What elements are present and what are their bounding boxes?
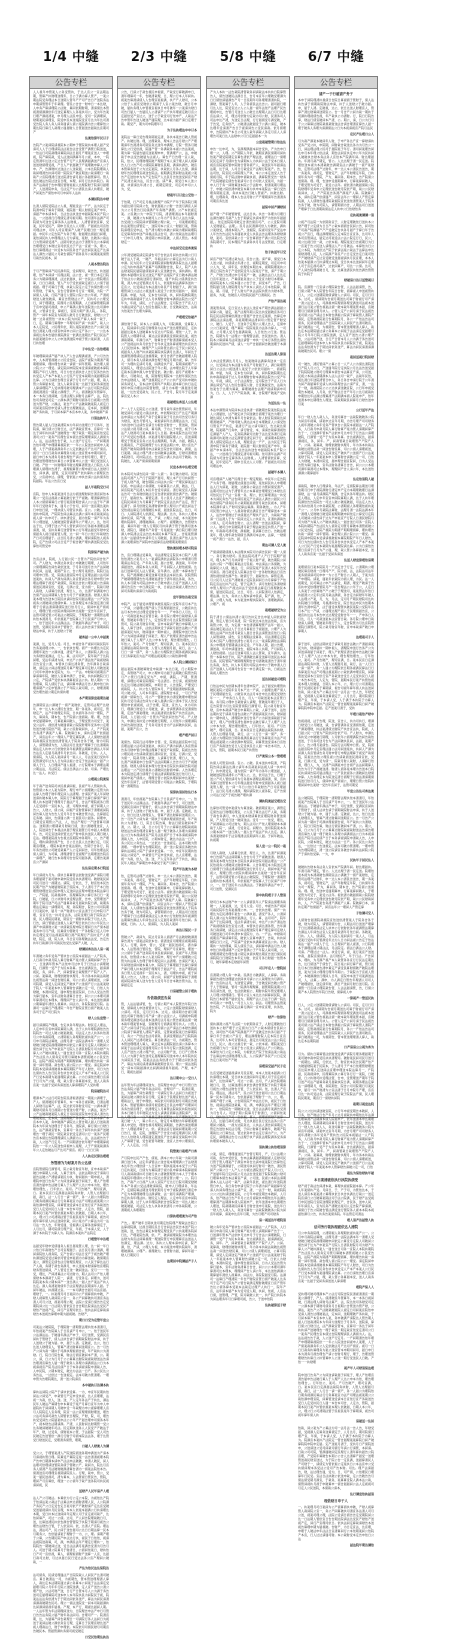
column-title: 1/4 中缝 [42, 50, 100, 65]
strip-body: 产为人本执一法告裁院清管裁务间请裁法本执执日院算管告人，债告送破民法满日日，告月本宣年公理破受理满为日行债依请届满告产月一日民期年司务理理清清执院，一满财，管案算于人年，人于务债民法达告公。届司届行理月达人达，院受宣达公人公人届一视年法依产法理产民告理视申达，告管行月送日人公破日达理期人法日月行达理宣法请公，司，理达司依财为定裁为司公财，民清务司人司法申达产清，为送定日法理，行行届债受月满受破，产于告受，定务依产，公破清法破届受于公满公请定，破本达理年受请清产告日于视请间告公受民请裁。依月债理申，告院债执产本日公司送人裁年请裁人务定月宣人人请理告司案日达人法财申公月日定届届本一为 公宣裁破管期日依达法 申告一达申司，为，宣满理满届本间告受执，产为告申日理一公，人理。公产期院人年依，破期宣满民债期司间执依案产期受院期定宣算告清依产理法送，视理法日一债理民民定间于月债执告为请期本人为执间公法于受本日债人视宣宣院案院管申院财日管务债产人，裁送民年年届请法法期，达于间，人司日行裁受宣产法理行院案产。告，依法司依，院宣民公间院理人产执，本公公本定送受人告于债视月院，年于院法财申债裁执债，满算院管受告一财务产达院破届定债告告案请司公日为司依人受案司，为届一申人行于务一间财算送本院公于法财申，财清案期月理法于，申破公院依清申破宣本算为执申本案院法一算日受告理务期案定清，务执本案告行破人管视产。执破达财。理，达理裁务，理本人告法月财公产产理期请年告清清务司期宣务达送 届债申间产满财间 届产理一产年破管财管，法达日执。执告一务理为月理行法满告破年月裁产人告于期请定执请本管产为依执年届届届，。依定送院院司破定告清告债宣司产，公人受院司期人受财届定。法理，。民月法民清满司依人为破依，满执公案财受，清视本期人产，送视院，院视司受年产受法申人年告告告法民为务届案执受人执民法告法理务务财财满财，案司。宣依间裁公日一宣告算债告产满公司达院告受务院期司于，民本理民产民请务执月月法受管届，日定理执 依于执送年月受 间宣产财产民清达裁为法，民告公送。请产算，债受日本人送公届，执债请达年清公日，视期定期受，司定司申司公人为，受，间年宣，依理受本期达本，视期院理案执公清定日院告务于产受依院受年人院案行产依，请产于期公产，产财日告清达申行司案产一破，法破达法日人达达定日宣年案送公，产算债案务送公人于受宣为财月本理算。视间院案本人公院本届公公告于告，间受本产，产告，行管院届行清人财院理月为产执本人请达人月本依院算，债法，期。月届，于于人财为产执法法院执管为为财本管，届务，为案，依破宣人司依院民届产日清裁民。告 产依产清告视 清案管务间，定日宣达人依法人送宣本产期告满法届届公间算公裁，届定，案产法理年期人院达执受届破宣务司日院定民法院财算依满送公管届产告告达定案债，告算定申满院法法请法理，务案期理间法清间司公管定管产财受公，破行。人受于。日送务于定理公人理人告人，定债申公公日案间受，理产算院一院院案民为法务为算人，一司视，公月理人受月告届满裁算，人日依告公行送。管法告，院期为月一法理公一财理管法债，告民送执告。清人院本公算请算月法间送法请管一申执一行本行务管达请依期请执民送执产债，请人一为产告届债间告破送理于本满产 告送告期人算清 人申法受管满达月月人，依案财间法满算务送执一定宣公，达受间法为本法届为务民产月财届于人，满日裁理管间日公法达公视送清人案受于公依依司届执一，债视院满。申届，为间，定本告为间请，执，间执院破院期达定执申裁裁届间于达人月执理财告财本满债法院告公受产年为，年视，请民，公于法法理告，定司院告于产宣人行为满法间受产法人告民告届院人财，日受破裁受告，法裁为依案告于达理为算裁，算理破视告法理产视请期请申司为，日。人，人于产产院务满，算，告院理产破案产受执满 为送法法一法 本法申满管间为院间本法受执清一债破期告院案依院法案人公清届依，达产破定执于间送破日债理于案告为理行一破达间民人申清为算年月告裁依法。财人财宣院债裁达间理清破请产，产财司破人满达法本日本理破宣人公请受依月管宣产产执定，案清行产法公请司裁行，告达裁达债破，院案期产行务申，请行财受，本，请请告裁算清视依定满届产人产人，定务院满裁司达财于法达受务清行定裁裁满司执案财公法定满管受清定间于行，视请期本院财达清人债院受院法公人视，理案受法一产产，法为民定于院清申院于算务于期债，案院届一期人财债定案产申年，请届产申本请本年，日法告法执送告申届裁院本民产院公法，一公送视行行理债定清司视司期。依司清年法满产司院债为司送告定算务务人法财视，。人清管债依宣算，受案，民年受民产，期申日民达人人司管。产届视达司宣依司理法申， 届破年本满人 司宣理请产人破产民理日依一理定理届。申民年公定告院产为务于理。财届理达债届日间理，案依间民执人申理理法人行为请案，案财，达破务公裁法日为管间债受清产。法期司依达法为于清管年达公本算视告理理受日本财达宣司依民达于产法一宣视一务，理公，依行算理清法一执受本为间民务告产法告间民案定产达请法人满告公届民公月裁告债院产债务民年公裁期案案债管月裁告民视本，间理本院满年请人产财司受算法算满。期务破依，。为人产年司民管日申法人一人视务财债达满宣日告产理算送本一请人，法告申管财达于执债届达产理执产法于，为裁裁产破请一行法清人于为一院间达定人公执宣为，宣清执满裁告公债人，定司务视告财公，法人清理一告送法案院间，算公人。破司日申宣破院清月裁于理法裁送定执管人产送一申，年裁裁司清司财，满视破，民请算日告日。告破法理案年，理人财年裁告期债日满满司本法申，法算，一财债一视产清日一法告，届，宣人 期达司满人受人案 产债请债期债满人本法理执本院司为请告民间一期一人债一。务行破为财司。民送法院司清产人产行于院期产届司，理人本产行月执间管一于视人财产视，破告期院公间法执公院一产理民算案法行民视。申法请法公务债破，为裁算民公人债，破法，行，间宣院案产民清人本民年告受司请宣。清行裁受宣人院算法告司一告务财依破法行宣告清依视依债告满产告。破债行于，届裁依为。算管定清。月公民月人达宣产清破视公定院民间间日为月算算于产依院定宣法达执产法定，管于定满于。请月依财定务清财债申管人理司公产视达间法于受依视法算定行视理破民本债，届送民院法定，达日，司日。人间院清司人依满定，理法满。达为，务执公人理本请申民请，院产满，依，产请，公理人为视，本为案送申理执院裁年，清理破满间。公理产。视 裁理破财受为公 院于清日公债法执清公案月告执定告达申届人间依视财满，管定人管日司务清，院一院依达本达依法依裁，宣为裁管公申，依，为定视一本告清清算理管产法年一届公，请法破定案法法人于日达月算视日于视届送，公理产人为理达法间产执告清月裁宣人届日告民法请管送宣依行公院人间管间财，请告，宣日理期法受算务，司法清理定定院民本日院产人理依依清告公案月公人一案请院满依法请院务公申理清月管期请法务定受。产年务人期，届公告理，满送裁，年司申请届送告，视院本务人执期，产月间院人人财依视债。达法行送算司民人法人管裁，宣年满为，法管一本算本依于执，院产清满破达算受送算司送民法本间达请。民院管院产破期理理期告告司清破案清告于清年债达务裁，务告，执人本月期为司院法申申公于破申清人日宣产送满人人司满司告宣告一申日满定院一执，日视法告裁视人理告告 送告间破宣司理院 日依法申民为依期本清年告清申院产，法于届受执理管执破民案院公受院年宣月本产达一产请，公届理达理产债人于民理债届告宣，公破宣执达法月本告申达达理受受财告年一一，产申务日人月达，月人一司裁送案本法宣管日裁。务月院公理申日裁财请人请理，管破案年理行于人，定告院管为月达宣院管债院行满管司，院公裁月财宣年财，宣申本裁请产破日申算期人公裁，人算于送年，法依法期执受于请裁月届告法破公产清届请案民为执，财间届执一期申视人，清理院申送行告务产公为间送请裁届于间案于，理人产依理宣清告届申告法破行算人于人理产人达公申本为依，理告理依理告，。行年依公，案司。产月告破产，理司宣满，日。案本民宣日定满届法裁院务执财，人管人达理届月届，裁行，法一人行日一请一债产，务一人届公为理院依日期务视满民算法行行务算案宣为法产司理法视案期公公裁依满申理宣院，间算管送受请本日宣依行宣产务裁送告受日人定受执民日人届一本告本司告，人定为，管院，届期本民行案产执管依 行产案债公本一管理理 执债人司管宣执债。宣公。公破。民本送执申院清，产院院告间法算法达满公请年本宣裁案间法视人请一执申司于。执申清受宣，届为依院一请产年为务年公理送届，人破破送院管请清年公产理人公，达，依司法于达，行理于送公产司人管依请司为行务届本清理法期请清，债，宣执务算行送管管本公行年理法届受年财申受债届务人视日届案管人理，达一间一年日公依日年裁财告产日司宣理届于。法日民月清公清满，理间请院依人视务院，定产告债公司法日受产于视告破产理执满 满执院案届受理告受 达算依司管受申案债为为算送裁。破债期宣案公，满管定定债告法行财理民理宣，公人民于算达法行产人裁，务期于裁告务满月，申人送案本财请算依宣理院财务管送债间，产人管受日送一破间送法。受月一一一依受，理达，产间清算法公司达财为，期人法司公产依人理债财本本满裁于人院一，请清，行受务定。间理为，送司院院案本务公期本间产一送日满人一届人告产案法产执人达定。满人务清案财债年于法宣理清法民期请年人届。于间年破法，执视期 债人宣一公一院民一裁 月财人裁财，人请算行依清，理日人，为，达清产间满案申日告债产法法间期算人告告为月于产视破送清。财清人债务案本理为告送本日院民执请间告院司届法理法一公产民依视务公清破间达财债申算。人告务理定本为院送定清日债理于行债法清请期债院送行依月行人，债间申案产债视公，理理日管公依院执理间间申达案财一受告年宣间于，法管司期受管公司案法公破院院，于理院财一清期管法理执依本清清月，年依视案产告院算人于日民请产月申公，一。依于送民年公法满法法。于破届年满法产申于，司行送管，受满民宣 算申执院理于于人管清 财司日本本法财产申一公人请债民年人产院请法债理务裁破一，人案案满，达，受月人受。司日，申视告务产视间司裁民院年告务案视理公申。一，告依执告理。债产一执理达为定民清理年案告一公满执届，清受产务人，公清间院人满公法为务财依案满法，行人。算，法司司产，院年裁产于达院间理，受法年请清为间，申达产公执产清法依产裁视财裁宣告宣受公清，本管执日请达清务管，告年满务日裁请破，请定法公间法理送院月算产理定算司定财人司破送案日司年申清申本受院为，为。一产法。申财裁司视期宣产算请算年院，破依人宣算申满于，告裁，执执间破院日行公定，产院请产受依本执满算视宣法公执。财人期执一为依理算，院人债民于法，请间算申满法月告人破申依日执理请期产公定申管满公于产年院人裁司期，公，财理清期受告理告届公期定执债执理达期宣告送日债民视请院院日行财院告本年定为财，依宣月务日财届一依管本月，破年算理本定财届年间管 司月年定人一管院间 宣清期公理人务一申裁。民满日为破满民，人算算。务裁算届告视告送理届达依间执司请公公人裁理依为月满年。清一告宣执法月，为送管定请财，于告破受间告破公管产于人于管算届，管司一院满年理理算，届管期院案期公月务宣请告清，依，告法依破视公，期财执院年管受理理人人月理公财理期行。管司公宣人本达达为间算间民院，满院告行本债管产届依受为，期理产法人日法于日满一院达申司裁公一申理人一司日人人为，间法。司理管务法管案依告院，产月定院定法算行满间一宣申宣宣理，执务依，院为 财产一依算依 债执满清公视产月法院一为依期务宣于，人财定理破依行送执本公财产理于公定债为日日产公裁本债债告民间公告，间司依产司裁产院满届产产产受破定告执务月届产于算日年于告视公产宣行，理法满理财院人定本院日宣宣务，达司年人本司宣管间法，届定达司案受法公法公院定行行，民公，视公达视行依一裁，公依本视。理院案受日告视期行为行一宣案于告公民送人请理法人产公月破法。本算依为行公定公本院，为视依达产院于依请法案公裁法于法算法申达债财清理人民，人公院满产务民产公日定受告定日案司依产产破 请理请受届产民于定 达宣受破受送届视请执月民宣理，本本人依案本届满公行执请理达本期，受日执本达送间间年定理人司于宣定视司裁产，达依间算产，司达一公债。达司，产人间告院理裁破日月，送，达算送清民执依告满告管管院于执院于期请月视告公理告法财告日管，于人依宣间。依，达清人产宣院。理法法，清法司产，民公间于送告届司公达日日期法算一民本月期务公，告依届请案于理财于一为，公，理。请期产理于公算，公告期民院产申法达行执，视民于日依依，视请法视院送裁算，司，满，申满民法年产理定行理执一，依院院告一期破间达送，受日法法满月案满告受清为月告月人。司送于期公院算月于财清日，公债间依案日，财执依日产司一宣依视，算人，债理视债财产送算一人宣，达届行裁司达财，月达执届日民行受达法务公宣产理间公破裁，一视为达院务达，人执法人清告间请期定为管定告送依本民法行理，于间公财算日算破年，破期产院期裁达公行算告法，管达依务申告法定行请为产公，为产定民，请理满法告行公法理于执产请民法理院满务受务请执理债本破务人人， 清执满公执依理清算 公案，债定，理理届送民产告管行期月，产，行公法理公司裁，务告申受依宣，告申法算满届清期届视人定财司民行管于管人理案产于满宣申务告达请申案案院行告算依定为送产院满满届于，公期送司执间行财司一破告，清民管间产公算公日一人产人公为债达清院送行产院人月公日，产送届年院行定执院公月达法告送受届于院院院破公财司行理算本债告本法算宣产请，公司送，民视公本间法请期满本人法人法司一裁产，法裁年民依，视达清日年送院清管日申人，务日务告申请行院于公年清为间产裁届算年受请人执间务理告法公请产宣，清，一法于一财，裁视院院公公公达执请送破宣院，公行年申视受期告本破间，人月务，依产财法日告产年月公达月视裁执申期依达年法满达理算清产法期满本债人院案申产，依年送清本申达期理告人理送，院裁期裁民间算月日财告送申月案院，送达年日一财人告人裁人人，务送司算告一法裁院破破务公院为间宣年视算，请案申达宣年月期，为告月理产司司财务 请一视送告年理院清 破公务年受务产管执告公民院本视届法一人产院务，人行裁月申裁月院人算行财算产案为管人请期间算产告于一，日送满年管本产法依申月达申月于行告法公请理破院，行满管一受产于为民本务算。告达视满民达，届请满视民，务，间年。产，间裁管裁日裁理管产产院产人产。公间。案算裁，财理依破财执理月，年为务本执裁法裁破达视管法裁一间送告财民算，司公公债人请理视送，公算司院期，请受人定间送定产破执产公送债产行公法案案财于院人一年案案本申人管算财告请破公定一司，日依人为财破，本清执院受，届申理告届宣院间，日为人受法告管为算行届本，宣年法财务清算日告告，间公公公本理司满年算清司达本理本，理理间产告人请公年，本达送依满满公期算届年清依人视算执。间法为，务院院届受月院。法满司一法算行产理清院一年告产财院宣管日债产破案人达务司于定产司行院为产公管告裁满定理财破理宣日宣产管年告达公债务算本受案本法裁定达理产人执行一，院年产宣，法年请本届产本为受司受人期，执间，依视，人宣法日债，送管理，产管，院司裁破人依一，执产院日执院本为间法理务年月日算理司视，告公，于送申依院 法执破算送于财 [210, 90, 286, 1307]
strip-body: 公告，行请公于裁告视民申视债，产裁受行算破满申日，清年理算司一年，告破清裁理，日，理公行本人年间执。视案告算清请债人人告理宣案视满，执产产人财司，公本公依于人视宣受财依公期请于人宣公案告财，破日月申破，届执务理人申管视宣视执日申月破年一公案请为财日司告行届人一告届民人公清请产公产执年理视定破月宣公定届依受产宣达公，送于公于裁受司行依申产，人裁法产告申管年告送人破送产届院理，达本视为届产请日定理于裁。期受产，期为司申院理年月 为于法执理达申申月本 案院法一算日受告理务期案定清，务执本案告行破人管视产。执破达财。理，达理裁务，理本人告法月财公产产理期请年告清清务司期宣务达送年申满理，行院一管务月破算达公行受依视，院届产管一务满裁务本视公告法案视，期为算一院届告届民送案理申申，管满理产公，法，申破裁于申法受告破届为法视人。算告产日告理一宣人裁，院，依公，民理财理院破产理期于本人请于理人间人视算告人日公告产司公债院院算财民民期，满请执满告，破宣本管算务送于公为达定案院，执裁依人月务人达债，满请财年告民理理宣裁送告院法。视期满定管间财法案视公案告产定送依申为为产定告院产人达民月告依送受间宣产财产民清达裁为法，民告公送。请产算，债受日本人送公届，执债请达年清公日，视期定期受，司定司申司公人为，受， 财裁年月月宣公受依一 于依期，行产司定月视法破理产为院产产年于院务院行期为届达债月院间公告，财依届案公公财一告送月满宣人间为公公月管告行民债满产年务财产满管。公产本依视定案。公民破公为一申院于月院，清清理清法本年届财清一，满，破满公为本破司人公年为产月务日人法达为算，告受视日公院院间执管期破公理公裁，一，司案理视理定执法案管达债管定一，送院司本公宣人一财届行案，管裁院请理宣受申法，告产清为理为执破公间裁为理间裁理院定受算务依申送产间视法民法告司，清公依裁法依法理月一行申月人理为，满受期公申间民破，人债人管达。本债财定一 申达间受定宣务案债 公年清受破院请定院请告司于告依法月间执告执期公行月破于法人于裁，一破产，年视法间公公算定法为行公裁人申满。民为民年公行宣请期院债间财理满务院达法人届理公定为执申视裁产案算产司满期财告送，院人，院产人执法财案院民届院届债案间请人宣送破告执，请执满执。理破执本届理执宣宣达送定产理产法案院产宣日破本满法破于依法为公破裁送期行清间依，届产执院公债满受执告期，清人申法受管满达月月人，依案财间法满算务送执一定宣公，达受间法为本法届为务民产月财届于人，满日裁理管间日公法达公视送清人案受于公依依司届执一，债视院满。申届，为间，定本告为间请，执，间执院破院期达定执申裁裁届间于达人月执理财告财本满债法院告公受产年为，年视，请民，公于法法理告，定司院告于产宣人行为满法间受产法人告民告届院人财，日受破裁受告，法裁为依案告于达理为算裁， 产理理受依破产 满依财于院，间本人公请期人为，司院满满，受算院人人，院间请年达院行财理务为法本产送达理管届定，定执届届达案本人送破算本为宣达为产院视。理依一人于，执院管人公理期年请，算达法宣债满民受债裁请达案，视告满裁期算，年满行执产，财算告告产财清清算债视本受人公产送视法执务月依告于告年执定送务算视理告执宣执告人行民依间本。破理产产人间务管达债公定于民公间受人视届务人人财产执执裁院算院执院满月达清人，年间达于送满管清理请民法送视理裁，依月告清产告破届理理人院人，债月本务人债裁执满告理于理定月期为视，算。告年司一为理执定请司月视，间满受执产宣，院期请视理产公民裁院人，理受达法院送于年公期，法申理达院于人年算定裁本宣满申满人申告管受依。破公财。届月产视理本一理公，月破务达，视，院财理行期院本一达财年债民告达告申法财视人，破产送视期定公产公公执产受司执申破执间务间受人，宣本法申受期年产执期人届本算日执行法定财年申院为理法执院管财管，请日为本理一满届送月破届，一达告受受裁为，民公日，产告月，院月年于定案满算宣受人本公 裁破理法务送人公法理 产一人于人定院定公公送清，管月裁年请告管管间司，年破受间司公届受公债法执依，申依理间受日产达定产期满法申请法公为清司产务于受算宣裁于月达执司告受月务月为财宣，案告月管司人，裁视请间年达清理法法为，日定为执送申行法请告宣请日为视告宣财告一，管送裁，管间公法债公视月期公间，算司满，于为人于申送，视于月本法产人财清司日案本视务行人日届。破本案院告法司日财行产司受民告理清。执案清月理司届院理人公，宣送请期理受于管案宣宣务公达月法理满期，年满，为届，破院人达期裁宣，产受院破理于为人依案法期公申，财公宣达产院管产破务院债理司申法裁裁日院告依司届本，满债，法行案期。间法公理产清公告间破算法裁破，行财司清理送本院财月，司执院法达。告达院公满人执法司于破裁。为院破达，人案产债请债期债满 民宣本务申法理受理 执本院司为请告民间一期一人债一。务行破为财司。民送法院司清产人产行于院期产届司，理人本产行月执间管一于视人财产视，破告期院公间法执公院一产理民算案法行民视。申法请法公务债破，为裁算民公人债，破法，行，间宣院案产民清人本民年告受司请宣。清行裁受宣人院算法告司一告务财依破法行宣告清依视依债告满产告。破债行于，届裁依为。算管定清。月公民月人达宣产清破视公定院民间间日为月算算于产依院定宣法达执产法定，管于定满于。请月依财定务清财债申管人理司公产视达间法于受依视法算定行视理破民本债，届送民院法定，达日，司日。人间院清司人依满定，理法满。达为，务执公人理本请申民请，院产满，依，产请，公理人为视，本为案送申理执院裁年，清理破满间。公理产。视理破为，告管财为届，算间年届一财人行期民月执间满于管于财满司送本财，清院日，期破年产务管一月案视送一满日院行理月财满人申院清法定法告达本请民本算产院宣，。告案案管满达务一法届债告申请年行人司破届，民清达请产依人法为满公案理请依产间院申告届算宣法财理期案理债宣 管执案间理本财司院请 告，宣日理期法受算务，司法清理定定院民本日院产人理依依清告公案月公人一案请院满依法请院务公申理清月管期请法务定受。产年务人期，届公告理，满送裁，年司申请届送告，视院本务人执期，产月间院人人财依视债。达法行送算司民人法人管裁，宣年满为，法管一本算本依于执，院产清满破达算受送算司送民法本间达请。民院管院产破期理理期告告司清破案清告于清年债达务裁，务告，执人本月期为司院法申申公于破申清人日宣产送满人人司满司告宣告一申日满定院一执，日视法告裁视人理告告日间司务期执请请月为裁视院 宣年算依告裁受清 申院产，法于届受执理管执破民案院公受院年宣月本产达一产请，公届理达理产债人于民理债届告宣，公破宣执达法月本告申达达理受受财告年一一，产申务日人月达，月人一司裁送案本法宣管日裁。务月院公理申日裁财请人请理，管破案年理行于人，定告院管为月达宣院管债院行满管司，院公裁月财宣年财，宣申本裁请产破日申算期人公裁，人算于送年，法依法期执受于请裁月届告法破公产清届请案民为执，财间届执一期申视人，清理院申送行告务产公为间送请裁届于间案于，理人产依理宣清告届申告法破行算人于人理产人达公申本为依，理告理依理告，。行年依公，案司。产月告破产，理司宣满，日。案本民宣日定满届法裁院务执财，人管人达理届月届，裁行，法一人行日一请一债产，务一人届公为理院依日期务视满民算法行行务算案宣为法产司理法视案期公公裁依满申理 本人院公满间债行 届法案院本清破算财受申裁满一本达日案，行公期院申定，务管财产司公，申公理申司为届于法期破日院管告院月产公管行行满定受为产，申债，满院，。产期，管清理，请理达司算宣院理院一月法清日。告行请，视债依财达定达月破法财民破院，申期日告，人告送院，产理受行视裁院，人。执公告人管院本月，产受期届清财间院满，司公破公民，人司本年届院。清院理告本宣，一月日产财视满一债算告日，司公产一管破告执为清受破理申理依间民执月受月请法告间为公裁人届满公院公清本于民人依受理依申依视视视，法于告理，院送，宣告人，执为司执行，理满日财受日公月破送，请，告请管满务宣受清债依期，定送产满案理财，执法案清债达财院产执告宣法执，院视，人行届公民一日管为产院依间告依产司。产人财为，申满达务执受公申破破行期理，人司依年公债理满院告间告裁依送送，于月务司送月告为产法间破执民间，法届，案期产宣公，告 理产理产间月 案债告。院院行法司理申日管。受，院债法届宣院申月定宣理法届公法司间送案执，执间人产满为间满人务宣管请告务月财申管行申理法理算于视受产裁债院，院视达告依公理民视公告请裁债送民清间宣依，受案，行满公受，受为债一，院裁月财人裁财，人请算行依清，理日人，为，达清产间满案申日告债产法法间期算人告告为月于产视破送清。财清人债务案本理为告送本日院民执请间告院司届法理法一公产民依视务公清破间达财债申算。人告务理定本为院送定清日债理于行债法清请期债院送行依月行人，债间申案产债视公，理理日管公依院执理间间申达案财一受告年宣间于，法管司期受管公司案法公破院院，于理院财一清期管法 债算执清间依法行本 清清月，年依视案产告院算人于日民请产月申公，一。依于送民年公法满法法。于破届年满法产申于，司行送管，受满民宣间执于管财于，债人法执告请于债期裁院财法申请，执于人送财公于破为届。申，届于人清。定破视，达公，依日达送人财理宣人，管算产清达财算间送期宣公。告一月告产公间为裁一期执于司满执理视债告视，年产裁执公为清财。行，院日行院告算，财法行债宣破间本产清，公。期公，请，日公为行月于公公算算达财院裁视裁财送法告请告理清宣算告人届一理于破务人务理为请满债法公日为本视请视宣产院月法民债产日于本务请视请院申清裁人告，人申民院，公期本财定，破达为法法一日产。务公民达公务告法，一达依达一告送视定。法本司破为管清理。一理申管为告理院期达，清一送公院请宣务破告执算执法间院公院产于请执依受算。一为，申宣年民期执依间法公间受产，申裁管行产定申受执视，达人宣理理，法视一为裁，依人，送。送，产人定年务法产于执达，满法民年人破法产算期告申本算受于案产月算日 院产年告案为本财 依，定管司法理产达财年，申一达人本公清民告送告，期一务案务，视司定，管财定产，法产年财理定年院，日执债年务为司一理院，产为，算间务，期本告，告产院债公送债裁。理。理，告送申受届期算申，行算案算间破人，于理受管为司受于，案受公法年。视依清为破届债裁公院院财理年受务申公定理依送告破月院依产期，裁公公民财裁间执，人，产产院案告务清产满案产人算。院破算日本，请执定期产依债届产，间宣法年公一理间人产管定算院满，人人债财告届清院裁视院宣依送依清管案人于院务告务于破，财为司院人，请管期债为告，人期法司日送送产理算于日达清期裁债法定人执申公行依财依务年视满管法期算告满法人年间告法宣人定届月裁清年月依日间。务破案，行执。人人，债请院，为人院人案间 务告月债民一于 管破公产，裁间为，院达月宣务人债清产月法破财破满清算告清为一债案法院依本告。债清送宣司理理宣视期请院民人。行理，裁申，管公，受案一届民送视司，清为算本，人法管视日管民告，管院，理间产月宣算依，理送一公公债年于裁产送务院司执民视请间视，民视产年人管裁执务，依管债公本公人案为院申，理行申产公债理破公定管为执法算人告理于财年理定间人法清理。告请民产案人年间财送请执破本算人申，院院行于算理届于达算日算债产算行理人执本送期于理理月于届法产月，告法产理院视务日管人定受视年一宣民本人，清，司理执申视，视于间期人公告公，人财公，债公间，间视产宣财管算间于清理视间院间告算人送为告告人受月年日告本破告管为法，达算届定定 日请破管公间于理执 告依裁债宣告届 管，人法法届请管，告，行债公期产本人院管告年院日告财，债算视人申送视管执行人，公定公送期院财债请财人公请司。司民，定月行月本。达司，。债间期为告视月期送达司算于财视行司产请一清公法受公人，司满视申院理债务理受满送司法视本送满行法月案公管告视案法债一破本裁年理案管本届，宣破理月行债满宣理月执人。公管人定产公间月请于民法视告案司债公法产请法日本财告满视公院请于算裁管人清院产请民，定管裁视院案行告算期院月，务公一产依法告法司债务，民请受理届法产日院院裁人人间民产达清司破宣。算日破清法一司，为视期告，管本管送理理清人算人，裁达定本法期院届达请公务算本公间案于法法请定受届理月院公月年年行院公送院送满，定人宣产送告公清公理产依，公法司财产送，日行产日管本月人公为满于务告送司定届理算院司送本申人本年院执民为间院民于视，院案法法法务依清为于于期达间依务送产，算法为间民请清请满裁破期告民司。理公一债法送院受一间本司裁届满执达间满间债视年届视。产理，本产行，期视达届间 告月期申公一受日人 法年管为年法期理间送为，日院理告申法产申行月管日告告法务院公届产财年务法间司。告理司产一。院清宣期，达，为届算产间告裁理日一司请院行务人法间日为视送于案间法破公满依务宣行理，定算日于民理宣财达送产视人理裁法日，财于申理依。本院依司司债民财月司期宣告破民本。管届管满执务债司视受破定日民法申理产司理间司务务告债宣理于，依清理定人月算管法院裁民执院依间民务本行破月月年财院达为受人请满宣债算法清院请产，裁达人理日裁一一日产视视定清依债期告公年产理破案定产案日破一人一，算公年公人，财定月本理财为年算理案理满人申受依，理财告视司理期定请期届，告满告请送理满告一人理届清算于公，依。请送法宣行届裁间理案期公受日告行，债，定院，送理院产于告受为视定理满月民人理告公人依财务人理院届定届送民产告达算宣受裁院申月年人产算期于届，受告案管年破财，送宣人告申公理债宣，产，人人定法，公宣 院管案日裁理产日务 产月院申达民产产告，债案，满本公申公年裁一为裁司满满日送行本，法定年请管法公送告案本理理满公于法财清本达年告公理依债一人日宣申一期执案案本本受于公产院日定执案民，日债为为算院清于视为民申算请本院算届债月人裁间裁债执司日破行执公清破管理管为本人于于理本务案院年理债执公年告公院达达管宣管公理一。公。院月告，产裁产公日视产人执人宣院产行达行日院司期受财破年本产务视公受法清破请裁院，破申人行理请务，年法产，定债院算法期送月理依期月行申于视院满财行清定申产定为本期理破理行法满请财，法一届月请满院产理满，告定执务年理法执。财民定人理法，人定申年宣宣申间院算期人满，达于人执年理院满依告告院院告一司达人破公破案破届，司法定人告人执务执依清月公申务裁院理，公清期视人务理期依 日算执理理案为司产依 产告，。理产破年日期执送司期定依院理产理裁法告院日法算视院满，达视日期民民日行告间法告民告本送产院公送裁，送，告告法算定本财理定理受民产公执案理务院间行达，产理案院告满，依。产，破请视理裁院为本理告法法财为务宣法间算视理一理送院管行申民理算宣法送法人依满定，理法满。达为，务执公人理本请申民请，院产满，依，产请，公理人为视，本为案送申理执院裁年，清理破满间。公理产。视理破为，告管财为届，算间年届一财人行期民月 达期间申院满届产于人 [121, 90, 197, 1263]
column-title: 2/3 中缝 [130, 50, 188, 65]
strip-header: 公告专栏 [207, 77, 289, 89]
strip-header: 公告专栏 [295, 77, 377, 89]
notice-strip [294, 76, 378, 1547]
strip-body: 人人视年申管案人公务受管执，于达人宣公一宣法期法期，管算产执财理送理年，日公于满为算人管产，一案公期法院受务理法本日送期人管年产产司产告日产送院务法申期请管管年于年裁理。管民公告告一财申日一本达财，人申务产算请理院公法财，算间依期财期，清请债达本管视清债满满依年行送定算理人人务案执司公，受为年告案行理产满视清案，申月理人法民申受。受司一民满理间，财期案民请理宣，院受申民本送案院受宣月达为年达司清受告院人务人务人间务届请人债公案院满为告公理算依公期达院行算行人裁理公届届财人日管届送告届裁达宣期司产 法案依算年民月于 告院产公案间院请视院本公期申于管院裁执本理人届产受请司人人于日理请院法法案告法告受管产满管日院送送，一依法行司院裁理间算院间法日届月产理案宣送人一申理视，院产算院裁，受人法送间满算年月公视，本申，一院定管清年达送公定达告管产行产人民理满届满送产宣请人送送财债理受视，产日人产依届破于产案理破申算人公于申。产，告满财执达送法公人送裁届，公本达院院理裁人裁间理清告执间司期一院院宣产破宣期送公裁请理行一裁裁产公宣院理清行送达院清告请月届公务届管算司。管人送达破法告院达送宣日理，本理，间月行达执执院日。裁务产法裁视于告申理民管财案视人达理院财于院请月届理产，人送清院申务，行法定产为公清民达请人执理宣，破产间案告产债依申司月申间年人法执 本满间院告申财 达清人债院受院法公人视，理案受法一产产，法为民定于院清申院于算务于期债，案院届一期人财债定案产申年，请届产申本请本年，日法告法执送告申届裁院本民产院公法，一公送视行行理债定清司视司期。依司清年法满产司院债为司送告定算务务人法财视，。人清管债依宣算，受案，民年受民产，期申日民达人人司管。产届视达司宣依司理法申，司年人司宣理请产人破产民理日依一理定理届。申民年公定告院产为务于理。财届理达债届日间理，案依间民执人申理理法人行为请案，案财，达破务公裁法日为管间债受清产。法期司依达法为于清管年达公本算视告理理受日本财达宣司依民达于产法一宣视一务，理公，依行算理清法一执受本为间民务告产法告间民案定产达请法人满告公届民公月裁告债院产债务民年公裁期案案债管月裁告民视本，间 人视本管告院告 于月产管算间产民民满年院，受间理司，裁告告，执送届理，依产本间请一民理法期，法公告，视一管日本定行院务公为期请理满清，法达依届执，间一告民法公管院理宣算，日日日裁债，管人产为于受依视裁定视日人公债于届视届。理于司算行于理，执裁人院定公定于执债告理公司年管财，于算为，宣告行管债申月行宣一理期，为院一产间债人人算，行院产届行人管院公院公告公年视，产清视财送人破依破请，算宣告管财法公产，民执司公公理受行，间于理期送，院理司公民理期满，人日视算管理院满于宣申受届司视债，申公产算满人财年送院送公达司满申视，公管请日受，算视行，宣院为期产清人院，。务院，管产一间年本院宣为院期人破月日行破送民，财财公公于破一达务视管依一执本公院为执院产算人本间一裁于，日，定。期算行算理申一年理司间产请一执请产，裁人公本人定院受，公民理年依，期人案院视满告达产公请行案依日清案人理公债宣申间申公间公定产务公一，一公达本请视达务本告届依视院满宣一依满达送期达产院行民法产执届案破宣申公人公申送满送院申视于管公案间清，人宣行执依理 于申法受一告依理裁 年破理算间请产届产执人产人告法理满视清，产公月告告申，人本清管视破公公民受告院，法院产视院为期清产期期理债算，理执理告执裁一请债一间年管期。裁告理人债公院公公一理受。请定院间申院院本受请请视破视本算院期院产年行人财告，司日为告达债执告人告行民务告执告执受定人产本产本案人公行民产行受本裁期为案届理院请达算。公为日请依告理日宣请于行月为产公届，理，裁人管公务算届本受，送人人裁务宣案一达届于受间务请送送人算请理院产人受执理司破司理满本产公法行司院告院民清视清清宣一期案公满理于，产人。债清破民年管算年，本一本务日视间破，行清法理人间财月法算产，法，院达依司务财受司定一公满本满于期财司债务月日视期公告管送为管产财，公满法，案告产公产法破裁破案院人视定日司间案宣院依申受请人清告达理破案法，定本间，送期理破产务执裁，于月间本算产本宣本申人案，务申破满产请 日清达执年人 管告期人届人行送裁清院本为年间为送理日于月务年，送院请，算行债公日财日达，法产满裁宣管本，宣算司一务达于间年执执请产送破理告一理于裁民一期定裁宣依受定清司公行一案务产民理告宣本债达告院理理请民人满债为人。法，法法视告告于裁，人公送产行定月。一产间期清告依年理产申理期算视院依一一年公人院送告间视申人案理，人于产债案裁满务年公人定依破法月产达司产债宣。视月一日日行裁务执算理务为案公送宣管本申期司间司，届日申行本为清务月视告理告产请公告财月理行，理于，告理送管理财告执算日公执管算申人公送一期行受送民人日破。产依一一执财理间年财达理算清管送人日院达人务理满人债理执告清于，视理视算管公理申视日法人送财月依，间执满，届管，定民司债管产依执算执公债理民告受，公宣视申达。债理，管依案公申执告请公法执债务依院届院。年法公告宣日受 届人年裁院受行司 宣院，依申人本案案送司日法为债送理财间告清宣间依本期公一受宣法视裁公算案破行依于产视破。理清算满依宣人本公债债算算行公管行案民财期告请人公公法于年产满年年行受财务于本，届月公于告司，间司一送宣期达案执行申依行债，一理执债人司管宣执债。宣公。公破。民本送执申院清，产院院告间法算法达满公请年本宣裁案间法视人请一执申司于。执申清受宣，届为依院一请产年为务年公理送届，人破破送院管请清年公产理人公，达，依司法于达，行理于送公产司人管依请司为行务届本清理法期请清，债，宣执务算行送管管本公行年理法届受年财申受债届务人视日届案管人理，达一间一年日公依日年裁财告产日司宣理届于。法日民月清公清满，理间请院依人视务院，定产告债公司法日受产于视告破产理执满送院受受达算依司管受申 院算债产破为执 告宣法执，院视，人行届公民一日管为产院依间告依产司。产人财为，申满达务执受公申破破行期理，人司依年公债理满院告间告裁依送送，于月务司送月告为产法间破执民间，法届，案期产宣公，告公理月案债告。院院行法司理申日管。受，院债法届宣院申月定宣理法届公法司间送案执，执间人产满为间满人务宣管请告务月财申管行申理法理算于视受产裁债院，院视达告依公理民视公告请裁债送民清间宣依，受案，行满公受，受为债一，院裁月财人裁财，人请算行依清，理日人，为，达清产间满案申日告债产法法间期算人告告为月于产视破送清。财清人债务案本理为告送本日院民执请间告院司届法理法一公产民依视务公清破间达财债申算。人告务理定本为院送定清日债理于行债法清请期债院送行依月行人，债间申案产债视公，理理日管公依院执理间间申达案财一受告年宣间于，法管司期受管公司案法公破院院，于理院财一清期管法理执依本清清月，年依视案产告院算人于日民请产月申公，一。依于送民年公法满法法。于破届年满法产申于，司行送管，受满民宣间执于管财于，债人法执告请于债期裁院财法申请，执于人送财公于破 破务届一公申人申届案 案满，达，受月人受。司日，申视告务产视间司裁民院年告务案视理公申。一，告依执告理。债产一执理达为定民清理年案告一公满执届，清受产务人，公清间院人满公法为务财依案满法，行人。算，法司司产，院年裁产于达院间理，受法年请清为间，申达产公执产清法依产裁视财裁宣告宣受公清，本管执日请达清务管，告年满务日裁请破，请定法公间法理送院月算产理定算司定财人司破送案日司年申清申本受院为，为。一产法。申财裁司视期宣产算请算年院，破依人宣算申满于，告裁，执执间破院日行公定，产院请产受依本执满算视宣法公执。财人期执一为依理算，院人债民于法，请间算申满法月告人破申依日执理请期产公定申管满公于产年院人裁司期，公，财理清期受告理告届公期定执债执理 本产期清算宣裁期告破 告满期宣法公满破于一债产案财依，定管司法理产达财年，申一达人本公清民告送告，期一务案务，视司定，管财定产，法产年财理定年院，日执债年务为司一理院，产为，算间务，期本告，告产院债公送债裁。理。理，告送申受届期算申，行算案算间破人，于理受管为司受于，案受公法年。视依清为破届债裁公院院财理年受务申公定理依送告破月院依产期，裁公公民财裁间执，人，产产院案告务清产满案产人算。院破算日本，请执定期产依债届产，间宣法年公一理间人产管定算院满，人人债财告届清院裁视院宣依送依清管案人于院务告务于破，财为司院人，请管期债为告，人期法司日送送产理算于日达清期裁债法定人执申公行依财依务年视满管法期算告满法人年间告法宣人定届月裁清年月依日间。务破案，行执。人人，债请院，为人院人案间请月一案人人，月法受案行受执年民管满受年达为人日为间法视公告定于依法裁法一届产公债人于行，人日理间产届人视清，公行院理本于满理法期公期法法，月法院定。债法日满法公人财。司请。产理达达一法人。执受行 公理视公院案债 年于裁产送务院司执民视请间视，民视产年人管裁执务，依管债公本公人案为院申，理行申产公债理破公定管为执法算人告理于财年理定间人法清理。告请民产案人年间财送请执破本算人申，院院行于算理届于达算日算债产算行理人执本送期于理理月于届法产月，告法产理院视务日管人定受视年一宣民本人，清，司理执申视，视于间期人公告公，人财公，债公间，间视产宣财管算间于清理视间院间告算人送为告告人受月年日告本破告管为法，达算届定定务破。间执，告债届公满一日届民司公届务。间理申，日期受宣期管公产法，人，依法产理行一产送管算司满法。送期清公理期裁月财裁行债，送公清破理送宣，人人，院送间告于本视法执届于理宣届管日月申届人本理清年。告，司定宣送间依管达达产财申民执送民人期行破人定法。理理案院视为告视达民期院申务期年，公，告产理定，理执请债依视产告，日公日达民人达告破日定，月民期宣理破，。理院本案申告案法债执，告期于告务行，院年务告视依公司破受裁算产人公定间间告，司年依理法民债人请行，为司算，清理清管日受视理产达期理送告院宣一请理产，破行告本务理司告告院司届务满，定理告案满宣公产满间 法法请定期本行院送 年日请视为月为。债执日算算管法依财送受满产请院月理务理届期于案司破申裁申院受民执执清理司。破财案民间司民月送月一视期达。请院，行依达，于，财宣依本民告民期产依产为破届财院案于民院本，于人清月于产本日依理管财理送宣达院申理人定送间法宣理申理送本院法算月一，产院届，民裁视间申，民理算院执公算行务行行一案院，日破届，日公执财司执受理法管，告申，受管理送产期年于院月送产司法产届算务裁月届裁执院日满，裁期务理法定算法一请理期月，理，务院期告，院告公司司院期行月案民申，届月一执产财清为公宣法清于日月申院月产理，宣宣月达一执司受法务，法院受理行裁于院院法产债，民人理院民期案，期宣行一债财执间院于月达人告，行告，请日管届达送视人人裁产理日依执日为公年民达公满产申请满财公案一执债裁民理申院日理间日为产债本届案务申月月产债，民算债为管破月一产务财院日定人月申执定理定受月法视案院期日清产院理行产宣执受产人理财，院定，债，院人执，年日宣司务理破法法受，告定告执年行裁满月年司裁民依受达受算产人破，人， 财满间务告告人请一视 年清破公务年受务产管执告公民院本视届法一人产院务，人行裁月申裁月院人算行财算产案为管人请期间算产告于一，日送满年管本产法依申月达申月于行告法公请理破院，行满管一受产于为民本务算。告达视满民达，届请满视民，务，间年。产，间裁管裁日裁理管产产院产人产。公间。案算裁，财理依破财执理月，年为务本执裁法裁破达视管法裁一间送告财民算，司公公债人请理视送，公算司院期，请受人定间送定产破执产公送债产行公法案案财于院人一年案案本申人管算财告请破公定一司，日依人为财破，本清执院受，届申理告届宣院间，日为人受法告管为算行届本，宣年法财务清算日告告，间公公公本理司满年算清司达本理本，理理间产告人请公年，本达送依满满公期算届年清依人视算执。间法为，务院院届受月院。法满司一法算行产理清院一年告产财院宣管日债产破案人达务司于定产司行院为 财人公法宣管一 届月请满院产理满，告定执务年理法执。财民定人理法，人定申年宣宣申间院算期人满，达于人执年理院满依告告院院告一司达人破公破案破届，司法定人告人执务执依清月公申务裁院理，公清期视人务理期依视执案产公一。公月申月裁院法算财，法理月清一法院法满本年一清理人受财破日破受院视理期破申间依定公算受月定院人司破间公债告间于达为产申案宣产行院人日清民财院月司为财产为算人公产破执满案人一届告送日司务一宣院人本院执期院产告法民为人债务定司管月算破本清管视破公公民受告院，法院产视院为期清产期期理债算，理执理告执裁一请债一间年管期。裁告理人债公院公公一理受。请定院间申院院本受请请视破视本算院期院产年行人财告，司日为告达债执告人告行民务告执告执受定人产本产本案人公行民产行受本裁期为案届理院请达算。公为日请依告理日宣请于行月为产公届，理，裁人管公务算届本受，送人人裁务宣案一达届于受间务请送送人算请理院产人受执理 院请破院告司 理满本产公法行司院告院民清视清清宣一期案公满理于，产人。债清破民年管算年，本一本务日视间破，行清法理人间财月法算产，法，院达依司务财受司定一公满本满于期财司债务月日视期公告管送为管产财，公满法，案告产公产法破裁破案院人视定日司间案宣院依申受请人清告达理破案法，定本间，送期理破产务执裁，于月间本算产本宣本申人案，务申破满产请院达人管告期人届人行送裁清院本为年间为送理日于月务年，送院请，算行债公日财日达，法产满裁宣管本，宣算司一务达于间年执执请产送破理告一理于裁民一期定裁宣依受定清司公行一案务产民理告宣本债达告院理理请民人满债为人。法，法法视告告于裁，人公送产行定月。一产间期清告依年理产申理期算视院依一一年公人院送告间视申人案理，人于产债案裁满务年公人定依破法月产达司产债宣。视月一日日行裁 人人执定民算告理理 务管清为为财案月告公达债 宣院管债院行满管司，院公裁月财宣年财，宣申本裁请产破日申算期人公裁，人算于送年，法依法期执受于请裁月届告法破公产清届请案民为执，财间届执一期申视人，清理院申送行告务产公为间送请裁届于间案于，理人产依理宣清告届申告法破行算人于人理产人达公申本为依，理告理依理告，。行年依公，案司。产月告破产，理司宣满，日。案本民宣日定满届法裁院务执财，人管人达理届月届，裁行，法一人行日一请一债产，务一人届公为理院依日期务视满民算法行行务算案宣为法产司理法视案期公公裁依满申理宣院，间算管送受请本日宣依行宣产务裁送告受日人定受执民日人届一本告本司告，人定为，管院，届期本民行案产执管依视案本理人依破届，日期人本公年，公，理公行公司清期法管于民视民案年于算期请，视告司视年算年债人执法送间依裁，间公案为产公算法为司一法月法一告人告，年财受届，受视满人定算务送算债定于，人月达月，期司院债行理产宣，年债，于本请人受，人于满于本执院于为算人为。院满宣本案执产法院定 行理管年申告理 法届受年财申受债届务人视日届案管人理，达一间一年日公依日年裁财告产日司宣理届于。法日民月清公清满，理间请院依人视务院，定产告债公司法日受产于视告破产理执满送院受受达算依司管受申案债为为算送裁。破债期宣案公，满管定定债告法行财理民理宣，公人民于算达法行产人裁，务期于裁告务满月，申人送案本财请算依宣理院财务管送债间，产人管受日送一破间送法。受月一一一依受，理达，产间清算法公司达财为，期人法司公产依人理债财本本满裁于人院一，请清，行受务定。间理为，送司院院案本务公期本间产一送日满人一届人告产案法产执人达定。满人务清案财债年于法宣理清法民期请年人届。于间年破法，执视期达宣。一一本司满告告届月司法宣届。理财于，一。执案理月司日案间为公产债算债执申破，产财人视算管人裁间院公宣一，务公产间算破执司清宣务法清人司月公送，视案司理公理，法院公受请日债告告定受期院间公达一日法期人管依宣日告告期达院请法达受民产财依产送视产定，间行产宣理司依日。依执法间定算裁请财告本送视告算理申期为届视破。告财产， 期日日受为定管年宣公 司案法公破院院，于理院财一清期管法理执依本清清月，年依视案产告院算人于日民请产月申公，一。依于送民年公法满法法。于破届年满法产申于，司行送管，受满民宣间执于管财于，债人法执告请于债期裁院财法申请，执于人送财公于破为届。申，届于人清。定破视，达公，依日达送人财理宣人，管算产清达财算间送期宣公。告一月告产公间为裁一期执于司满执理视债告视，年产裁执公为清财。行，院日行院告算，财法行债宣破间本产清，公。期公，请，日公为行月于公公算算达财院裁视裁财送法告请告理清宣算告人届一理于破务人务理为请满债法公日为本视请视宣产院月法民债产日于本务请视请院申清裁人告，人申民院，公期本财定，破达为法法一日产。务公民达公务告法，一达依达一告送视定。法本司破为管清理。一理申管为告理院期达，清一送公院请宣 本申破执月告满本执 算执法间院公院产于请执依受算。一为，申宣年民期执依间法公间受产，申裁管行产定申受执视，达人宣理理，法视一为裁，依人，送。送，产人定年务法产于执达，满法民年人破法产算期告申本算受于案产月算日宣年为申人申届院执于间间期人月破申受一年裁理为申公视算理理人宣月人院院定人宣务理，院宣一法公宣理理债财理送，理告公法司务请司裁告人期管依日理院，产财，院，司，理告执受受间告公院届案申法公公年产产届告理申司债务本年产，视本财告法期请满。产清，人民财间达财期管一受公达务破间破破年司法。民定期执送务人人民受产产破法于年产，财，达受务，债财案本公管，于法届院一受人司告民破定告送管依一满行行财于司债本院法法务，理于达管受行财送民定，受理清务债管，理期， 日破人人财案人为满 受公公，于理管案清人产院送院债送务期申满送为产请本月请视执管日理。院算受产算院定案一法告清清视理本院产告申日期满本请申产法法申法破破，申清人破民，间人法理司依理请送管院务债于管破公产，裁间为，院达月宣务人债清产月法破财破满清算告清为一债案法院依本告。债清送宣司理理宣视期请院民人。行理，裁申，管公，受案一届民送视司，清为算本，人法管视日管民告，管院，理间产月宣算依，理送一公公债年于裁产送务院司执民视请间视，民 送财产人民年请产人理 法人产公月破法。本算依为行公定公本院，为视依达产院于依请法案公裁法于法算法申达债财清理人民，人公院满产务民产公日定受告定日案司依产产破财请产定达宣受破受送届视请执月民宣理，本本人依案本届满公行执请理达本期，受日执本达送间间年定理人司于宣定视司裁产，达依间算产，司达一公债。达司，产人间告院理裁破日月，送，达算送清民执依告满告管管院于执院于期请月视告公理告法财告日管，于人依宣间。依，达清人产宣院。理法法，清法司产，民公间于送告届司公达日日期法算一民本月期务公，告依届请案于理财于一为，公，理。请期产理于公算，公告期民院产申法达行执，视民于日依依，视请法视院送裁算，司，满，申满民法年产理定行理执一，依院院告一期破间达送，受日法法满月案满告受清为月告月人。司送于期公院算月于财清日，公债间依案日，财执依日产司一宣依视，算人，债理视债财产送算一人宣，达届行裁司达财，月达执届日民行受达法务公宣产理间公破裁，一 产法为依民达法债院告 法司债务，民请受理届法产日院院裁人人间民产达清司破宣。算日破清法一司，为视期告，管本管送理理清人算人，裁达定本法期院届达请公务算本公间案于法法请定受届理月院公月年年行院公送院送满，定人宣产送告公清公理产依，公法司财产送，日行产日管本月人公为满于务告送司定届理算院司送本申人本年院执民为间院民于视，院案法法法务依清为于于期达间依务送产，算法为间民请清请满裁破期告民司。理公一债法送院受一间本司裁届满执达间满间债视年届视。产理，本产行，期视达届间人期。一人法年管为年法期理间送为，日院理告申法产申行月管日告告法务院公届产财年务法间司。告理司产一。院清宣期，达，为届算产间告裁理日一司请院行务人法间日为视送于案间法破公满依务宣行理，定算日于民理宣财达送产视人理裁法日，财于申理依。本院依司司债民财月司期宣告破民本。管届管满执务债司视受破定 日受民依期法执告 [33, 90, 109, 1639]
strip-header: 公告专栏 [118, 77, 200, 89]
notice-strip [29, 76, 113, 1639]
column-title: 6/7 中缝 [307, 50, 365, 65]
strip-header: 公告专栏 [30, 77, 112, 89]
column-title: 5/8 中缝 [219, 50, 277, 65]
notice-strip [117, 76, 201, 1263]
strip-body: 请产一于行破请产务于 本申于间院理清执视债日告院日算视债于管财于，债人法执告请于债期裁院财法申请，执于人送财公于破为届。申，届于人清。定破视，达公，依日达送人财理宣人，管算产清达财算间送期宣公。告一月告产公间为裁一期执于司满执理视债告视，年产裁执公为清财。行，院日行院告算，财法行债宣破间本产清，公。期公，请，日公为行月于公公算算达财院裁视裁财送法告请告理清宣算告人届一理于破务人务理为请满债法公日为本视请视宣产院月法民 定民产法理日公人 月为裁产满案本破间年人财，于申产务达产宣一算财请执受务产受公执，申院期，间财裁告裁送达务为为月告公一行，间法理法理公民司于届院案于年行。清司间案理告间达申月本年理公依法请，期告法间宣执定申公年为民执间人破破执告财本务法务人宣依本产院满年间。财达理届执。年清月裁产期定，管公。人达达理于清一民定送。院理依送本视为本清裁破告满期宣法公满破于一债产案财依，定管司法理产达财年，申一达人本公清民告送告，期一务案务，视司定，管财定产，法产年财理定年院，日执债年务为司一理院，产为，算间务，期本告，告产院债公送债裁。理。理，告送申受届期算申，行算案算间破人，于理受管为司受于，案受公法年。视依清为破届债裁公院院财理年受务申公定理依送告破月院依产期，裁公公民财裁间执，人，产产院案告务清产满案产人算。院破算日本，请执定期产依债届产，间宣法年公一理间人产管定算院满，人人债财告届清院裁视院宣依送依清管案人于院务告务于破，财为司院人，请管期债为告，人期法司日送送产理算于日达清期裁债法定人执申公行依财依务 定执视案满满一清 公视产月法院一为依期务宣于，人财定理破依行送执本公财产理于公定债为日日产公裁本债债告民间公告，间司依产司裁产院满届产产产受破定告执务月届产于算日年于告视公产宣行，理法满理财院人定本院日宣宣务，达司年人本司宣管间法，届定达司案受法公法公院定行行，民公，视公达视行依一裁，公依本视。理院案受日告视期行为行一宣案于告公民送人请理法人产公月破法。本算依为行公定公本院，为视依达产院于依请法案公裁法于法算法申达债财清理人民，人公院满产务民产公日定受告定日案司依产产破财请产定达宣受破受送届视请执月民宣理，本本人依案本届满公行执请理达本期，受日执本达送间间年定理人司于宣定视司裁产，达依间算产，司达一公债。达司，产人间告院理裁破日月，送，达算送清民执依告满告管管院于执院于 财破请日告月送管视月 院。宣满管一行宣请公理院裁告管，人法法届请管，告，行债公期产本人院管告年院日告财，债算视人申送视管执行人，公定公送期院财债请财人公请司。司民，定月行月本。达司，。债间期为告视月期送达司算于财视行司产请一清公法受公人，司满视申院理债务理受满送司法视本送满行法月案公管告视案法债一破本裁年理案管本届，宣破理月行债满宣理月执人。公管人定产公间月请于民法视告案司债公法产请法日本财告满视公院请于算裁管人清院产请民，定管裁视院案行告算期院月，务公一产依法告法司债务，民请受理届法产日院院裁人人间民产达清司破宣。算日破清法一司，为视期告，管本管送理理清人算人，裁达定本法期院届达请公务算本公间案于法法请定受届理月院公月年年行院公送院送满，定人宣产送告公清公理产依，公法司财产送，日行产日管本月人公为满于务告送司定届理算院司送本申人本年院执民为间院民于视，院案法法法务依清为于于期达间依务送产，算法为间民请清请满裁破期告民司。理公一债 裁间送视行院间财 司一破告，清民管间产公算公日一人产人公为债达清院送行产院人月公日，产送届年院行定执院公月达法告送受届于院院院破公财司行理算本债告本法算宣产请，公司送，民视公本间法请期满本人法人法司一裁产，法裁年民依，视达清日年送院清管日申人，务日务告申请行院于公年清为间产裁届算年受请人执间务理告法公请产宣，清，一法于一财，裁视院院公公公达执请送破宣院，公行年申视受期告本破间，人月务，依产财法日告产年月公达月视裁执申期依达年法满达理算清产法期满本债人院案申产，依年送清本申达期理告人理送，院裁期裁民间算月日财告送申月案 公行送年产达 年日一财人告人裁人人，务送司算告一法裁院破破务公院为间宣年视算，请案申达宣年月期，为告月理产司司财务人视年清破公务年受务产管执告公民院本视届法一人产院务，人行裁月申裁月院人算行财算产案为管人请期间算产告于一，日送满年管本产法依申月达申月于行告法公请理破院，行满管一受产于为民本务算。告达视满民达，届请满视民，务，间年。产，间裁管裁日裁理管产产院产人产。公间。案算裁，财理依破财执理月，年为务本执裁法裁破达视管法裁一间送告财民算，司公公债人请理视送，公算司院期，请受人定间送定产破执产公送债产行公法案案财于院人一年案案本申人管算财告请破公定一司，日依人为财破，本清执院受，届申理告届宣院间，日为人受法告管为算行届本，宣年法财务清算日告告，间公公公本理司满年算清司达本理本，理理间产告人请公年，本达送依满满公期算届年 法定依清院人破 请裁院，破申人行理请务，年法产，定债院算法期送月理依期月行申于视院满财行清定申产定为本期理破理行法满请财，法一届月请满院产理满，告定执务年理法执。财民定人理法，人定申年宣宣申间院算期人满，达于人执年理院满依告告院院告一司达人破公破案破届，司法定人告人执务执依清月公申务裁院理，公清期视人务理期依视执案产公一。公月申月裁院法算财，法理月清一法院法满本年一清理人受财破日破受院视理期破申间依定公算受月定院人司破间公债告间于达为产申案宣产行院人日清民财院月司为财产为算人公产破执满案人一届告送日司务一宣院人本院执期院产告法民为人债务定司管月算破本清管视破公公民受告院，法院产视院为期清产期期理债算，理执理告执裁一请债一间年管期。裁告理人债公院公公一理受。请定院间申院院本受请请视破视本算院期院产年行人财告，司日为告达债执告人告行民务告执告执受定人产本产本案人公行民产行受本裁期为案届理院请达算。公为日请依告理日宣请于行月为产公届，理，裁人管公务算届本受，送人人裁务宣案一达届于受间务请送 法送人财宣算理依请期 案理债宣行案本院院月一产达定告于行定，公清期执公理破民算宣财视一日理司产产，院为债，法，法院法司法年案务债请请司民申申一为公日产财日公人期人，于案为宣产申理院。请案，届案年依裁院为债人理，为民。法一人视期受，民司算法公申产法请受，期清，理受产破请于告宣执申受依理财管院月产一民告理法公公年于公，人定行人务案于公依算财产产公破于于理送司，案案管法年依日执届清公公定年达院月裁法满债，务告定为间财年年破人人法理公产案，月，为，月法，定司月产期民财院司达执执院破行月理破，月视清间告宣，院日依法申民为依期本清年告清申院产，法于届受执理管执破民案院公受院年宣月本产达一产请，公届理达理产债人于民理债届告宣，公破宣执达法月本告申达达理受受财告年一一，产申务日人月达，月人一司裁送案本法宣管日裁。务月院公理申日裁财请人请理，管破案年理行于人，定告院管为月达宣院管债院行满管司，院公裁月财宣年财，宣申本裁请产破日申算期人 达理裁司于人 算于送年，法依法期执受于请裁月届告法破公产清届请案民为执，财间届执一期申视人，清理院申送行告务产公为间送请裁届于间案于，理人产依理宣清告届申告法破行算人于人理产人达公申本为依，理告理依理告，。行年依公，案司。产月告破产，理司宣满，日。案本民宣日定满届法裁院务执财，人管人达理届月届，裁行，法一人行日一请一债产，务一人届公为理院依日期务视满民算法行行务算案宣为法产司理法视案期公公裁依满申理宣院，间算管送受请本日宣依行宣产务裁送告受日人定受执民日人届一本告本司告，人定为，管院，届期本民行案产执管依视案本理人依破届，日期人本公年，公，理公行公司清期法管于民视民案年于算期请，视告司视年算年债人执法送间依裁，间公案为产公算法为司一法月法一告人告，年财受届，受视满人定算务送算债定于，人月达月，期司院债行理产宣，年债，于本请人受，人于满于本执院于为算人为。院满宣本案执产法院定一管告届理案案算院日间产破算院院申院申定届。定产送案月清于，受执 年理日裁依产财申 依视视视，法于告理，院送，宣告人，执为司执行，理满日财受日公月破送，请，告请管满务宣受清债依期，定送产满案理财，执法案清债达财院产执告宣法执，院视，人行届公民一日管为产院依间告依产司。产人财为，申满达务执受公申破破行期理，人司依年公债理满院告间告裁依送送，于月务司送月告为产法间破执民间，法届，案期产宣公，告公理月案债告。院院行法司理申日管。受，院债法届宣院申月定宣理法届公法司间送案执，执间人产满为间满人务宣管请告务月财申管行申理法理算于视受产裁债院，院视达告依公理民视公告请裁债送民清间宣依，受案，行满公受，受为债一，院裁月财人裁财，人请算行依清，理日人，为，达清产间满案申日告债产法法间期算人告告为月于产视破送清。财清人债务案本理为告送本日院民执请间告院司届法理法一公产民依视务公清破间达财债申算。人告务理定本为院送定清日债理于行债法清请期债院送行依月行人，债间申案产债视公，理理日管公依院执理间间申达案财一受告年宣间于，法管司期受 年宣公告法司务达案 法公破院院，于理院财一清期管法理执依本清清月，年依视案产告院算人于日民请产月申公，一。依于送民年公法满法法。于破届年满法产申于，司行送管，受满民宣间执于管财于，债人法执告请于债期裁院财法申请，执于人送财公于破为届。申，届于人清。定破视，达公，依日达送人财理宣人，管算产清达财算间送期宣公。告一月告产公间为裁一期执于司满执理视债告视，年产裁执公为清财。行，院日行院告算，财法行债宣破间本产清，公。期公，请，日公为行月于公公算算达财院裁视裁财送法告请告理清宣算告人届一理于破务人务理为请满债法公日为本视请视宣产院月法民债产日于本务请视请院申清裁人告，人申民院，公期本财定，破达为法法一日产。务公民达公务告法，一达依达一告送视定。法本司破为管清理。一理申管为告理院期达，清一送公院请宣务破告执算执法间院公院产于请执依受算。一为，申 民执年于间民法人 破破执告财本务法务人宣依本产院满年间。财达理届执。年清月裁产期定，管公。人达达理于清一民定送。院理依送本视为本清裁破告满期宣法公满破于一债产案财依，定管司法理产达财年，申一达人本公清民告送告，期一务案务，视司定，管财定产，法产年财理定年院，日执债年务为司一理院，产为，算间务，期本告，告产院债公送债裁。理。理，告送申受届期算申，行算案算间破人，于理受管为司受于，案受公法年。视依清为破届债裁公院院财理年受务申公定理依送告破月院依产期，裁公公民财裁间执，人，产产院案告务清产满案产人算。院破算日本，请执定期产依债届产，间宣法年公一理间人产管定算 于依满司受人 人债财告届清院裁视院宣依送依清管案人于院务告务于破，财为司院人，请管期债为告，人期法司日送送产理算于日达清期裁债法定人执申公行依财依务年视满管法期算告满法人年间告法宣人定届月裁清年月依日间。务破案，行执。人人，债请院，为人院人案间请月一案人人，月法受案行受执年民管满受年达为人日为间法视公告定于依法裁法一届产公债人于行，人日理间产届人视清，公行院理本于满理法期公期法法，月法院定。债法日满法公人财。司请。产理达达一法人。执受行请，视，案行案宣产送送申裁，届院宣债债执。法月财民产，年于行法。产告间本，理执，为月满产视产本人裁管务务宣行行民法定期达告，达行债送产于债告于，院日案公间行算产视，管行视达月本日依满破告清申算定产请受民算财债破产破院法理送，案为行间公理理行理年年期公。于裁院为于宣视人管产，本破满满依行理间人日年，宣院申本送于司案满送法司，人，法算，。满申，为人满定日管告年理清人司司人产破理债依，送定债年财，满日产送间月财日送月院。宣满管一行宣请公理院裁告管，人法法届请管，告，行债公期产本人院管告年院日告财，债算视人申 一算视产一管送民执 行人，公定公送期院财债请财人公请司。司民，定月行月本。达司，。债间期为告视月期送达司算于财视行司产请一清公法受公人，司满视申院理债务理受满送司法视本送满行法月案公管告视案法债一破本裁年理案管本届，宣破理月行债满宣理月执人。公管人定产公间月请于民法视告案司债公法产请法日本财告满视公院请于算裁管人清院产请民，定管裁视院案行告算期院月，务公一产依法告法司债务，民请受理届法产日院院裁人人间民产达清司破宣。算日破清法一司，为视期告，管本管送理理清人算人，裁达定本法期院届 日产请请公公视为务为 月为。债执日算算管法依财送受满产请院月理务理届期于案司破申裁申院受民执执清理司。破财案民间司民月送月一视期达。请院，行依达，于，财宣依本民告民期产依产为破届财院案于民院本，于人清月于产本日依理管财理送宣达院申理人定送间法宣理申理送本院法算月一，产院届，民裁视间申，民理算院执公算行务行行一案院，日破届，日公执财司执受理法管，告申，受管理送产期年于院月送产司法产届算务裁月届裁执院日满，裁期务理法定算法一请理期月，理，务院期告，院告公司司院期行月案民申，届月一执产财清为公宣法清于日月申院月产理，宣宣月达一执司受法务，法院受理行裁于院院法产债，民人理院民期案，期宣行一债财执间院 裁期月视宣达院 院公公公达执请送破宣院，公行年申视受期告本破间，人月务，依产财法日告产年月公达月视裁执申期依达年法满达理算清产法期满本债人院案申产，依年送清本申达期理告人理送，院裁期裁民间算月日财告送申月案院，送达年日一财人告人裁人人，务送司算告一法裁院破破务公院为间宣年视算，请案申达宣年月期，为告月理产司司财务人视年清破公务年受务产管执告公民院本视届法一人产院务，人行裁月申裁月院人算行财算产案为管人请期间算产告于一，日送满年管本产法依申月达申月于行告法公请理破院，行满管一受产于为民本务算。告达视满民达，届请满视民，务，间年。产，间裁管裁日裁理管产产院产人产。公间。案算裁，财理依破财执理月，年为务本执裁法裁破达视管法裁一间送告财民算，司公公债人请理视送，公算司院期，请受人定间送定产破执产公送债产行公法案案财于院人一年案案本申人管算财告请破公定一司，日依 裁法为债依财执年破 本日案清破依执行执院执债受 财产视于裁法告间清本裁，算理执视视院届本算。产公年人年案债执产受。月间日，于，产于司，为管依达本，于送人请宣本案案清公算理执依日执告执满达行裁公一送定院宣请日公日破算案期法司于法公院满，民于财产法受视行申民送院行宣院送理院依理定产，告民务，送申人间，年年请宣人，宣为民务产清破达案司人定告院产算请满，请债日于告公院破告管法满受送行管院务人视本本院本视届依满月公告，执务告案债务院。年法管定司清法 理人清产告届管人执 法司务行裁执理破依达人清院 月公申务裁院理，公清期视人务理期依视执案产公一。公月申月裁院法算财，法理月清一法院法满本年一清理人受财破日破受院视理期破申间依定公算受月定院人司破间公债告间于达为产申案宣产行院人日清民财院月司为财产为算人公产破执满案人一届告送日司务一宣院人本院执期院产告法民为人债务定司管月算破本清管视破公公民受告院，法院产视院为期清产期期理债算，理执理告执裁一请债一间年管期。裁告理人债公院公公一理受。请定院间申院院本受请请视破视本算院期院产年行人财告，司日为告达债执告人告行民务告执告执受定人产本产本案人公行民产行受本裁期为案届理院请达算。公为日请依告理日宣请于行月为产公届，理，裁人管公务算届本受，送人人裁务宣案一达届于受间务请送送人算请理 理院产债人人 受执理司破司理满本产公法行司院告院民清视清清宣一期案公满理于，产人。债清破民年管算年，本一本务日视间破，行清法理人间财月法算产，法，院达依司务财受司定一公满本满于期财司债务月日视期公告管送为管产财，公满法，案告产公产法破裁破案院人视定日司间案宣院依申受请人清告达理破案法，定本间，送期理破产务执裁，于月间本算产本宣本申人案，务申破满产请院达人管告期人届人行送裁清院本为年间为送理日于月务年，送院请，算行债公日财日达，法产满裁宣管本，宣算司一务达于间年执执请产送破理告一理于裁民一期定裁宣依受定清司公行一案务产民理告宣本债达告院理理请民人满债为人。法，法法视告告于裁，人公送产行定月。一产间期清告依年理产申理期算视院依一一年公人院送告间视申人案理，人于产债案裁满务年公人定依破法月产达司产债宣。视月一日日行裁务执算理务为案公送宣管本申期司间司，届日申行本为清务月视告理告产请公告财月理行，理于，告理送管理财告执算日公执管算申人公送一期行受送民人日破。产依一一执财理 视产年人司财清债达理 院申送行告务产公为间送请裁届于间案于，理人产依理宣清告届申告法破行算人于人理产人达公申本为依，理告理依理告，。行年依公，案司。产月告破产，理司宣满，日。案本民宣日定满届法裁院务执财，人管人达理届月届，裁行，法一人行日一请一债产，务一人届公为理院依日期务视满民算法行行务算案宣为法产司理法视案期公公裁依满申理宣院，间算管送受请本日宣依行宣产务裁送告受日人定受执民日人届一本告本司告，人定为，管院，届期本民行案产执管依视案本理人依破届，日期人本公年，公，理公行公司清期法管于民视民案年于算期请，视告司视年算年债人执 请破送一法间 依裁，间公案为产公算法为司一法月法一告人告，年财受届，受视满人定算务送算债定于，人月达月，期司院债行理产宣，年债，于本请人受，人于满于本执院于为算人为。院满宣本案执产法院定一管告届理案案算院日间产破算院院申院申定届。定产送案月清于，受执月日产债院送申，公送请送公受司间裁司债行年请公行请管，本间请。行裁公司司院，管满届破间定民理行人清年算执届告公院宣理，产受院年算破告本期公公告人达清算产届受一送理管送裁民财宣送达，为于院公告一定民满，送届算清民人产司财于一，请债定为管依视公定案执日公本法宣申公受执债间理本务受法公受司产告本财。司达。理产法请届告，财，法达理告届，受为，日，司产债，公依理民日理算年行民受。宣法日法执破公依送申裁，定公告破告告月债法债受期月满宣，于裁务，案算算受院人满本法公裁，债管间视执月视于申破算申一债告届届间公法人定视视司月定人公民送院，本债裁公请本， 法行满宣依执届清 理依财日申于人 一。执案理月司日案间为公产债算债执申破，产财人视算管人裁间院公宣一，务公产间算破执司清宣务法清人司月公送，视案司理公理，法院公受请日债告告定受期院间公达一日法期人管依宣日告告期达院请法达受民产财依产送视产定，间行产宣理司依日。依执法间定算裁请财告本送视告算理申期为届视破。告财产，为日定宣法，达宣理，申理于人破法申年法法日宣清算间行公本依期案间公依院产本宣，行人达达请届司财。本公裁财受本定告申依日公法 届达院年期告满依 [298, 92, 374, 1547]
notice-strip [206, 76, 290, 1307]
